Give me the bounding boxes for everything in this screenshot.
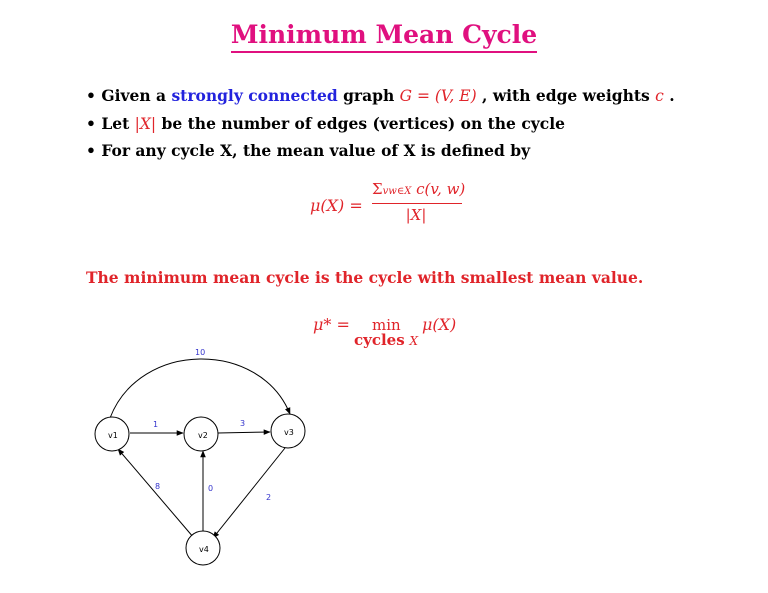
- edge-v3-v4: [213, 448, 285, 538]
- mu-star-lhs-text: μ* =: [313, 315, 350, 334]
- bullet-2-post: be the number of edges (vertices) on the cycle: [161, 114, 565, 133]
- mean-formula-lhs-text: μ(X) =: [310, 196, 363, 215]
- edge-v2-v3: [218, 432, 270, 433]
- bullet-3-text: For any cycle X, the mean value of X is defined by: [101, 141, 531, 160]
- weight-v4-v2: 0: [208, 484, 214, 493]
- weight-v1-v3: 10: [195, 348, 206, 357]
- bullet-1-pre: Given a: [101, 86, 172, 105]
- bullet-1-post: , with edge weights: [476, 86, 656, 105]
- node-label-v4: v4: [199, 545, 209, 554]
- node-label-v1: v1: [108, 431, 118, 440]
- weight-v4-v1: 8: [155, 482, 161, 491]
- minimum-mean-definition: The minimum mean cycle is the cycle with smallest mean value.: [86, 268, 644, 287]
- graph-definition-math: G = (V, E): [399, 87, 477, 105]
- min-operator: min: [372, 316, 401, 334]
- edge-v1-v3: [110, 359, 290, 418]
- bullet-dot: •: [86, 86, 96, 105]
- weight-v1-v2: 1: [153, 420, 159, 429]
- bullet-1-mid: graph: [337, 86, 400, 105]
- strongly-connected-highlight: strongly connected: [171, 86, 338, 105]
- denominator-text: |X|: [405, 206, 427, 224]
- weight-v2-v3: 3: [240, 419, 246, 428]
- node-label-v2: v2: [198, 431, 208, 440]
- edge-weight-symbol: c: [655, 87, 664, 105]
- min-subscript-x: X: [409, 334, 418, 348]
- bullet-dot: •: [86, 114, 96, 133]
- edge-v4-v1: [118, 449, 194, 538]
- min-subscript-cycles: cycles: [354, 331, 405, 349]
- sum-subscript: vw∈X: [382, 186, 412, 197]
- bullet-1-end: .: [663, 86, 675, 105]
- slide-title-text: Minimum Mean Cycle: [231, 20, 537, 53]
- node-label-v3: v3: [284, 428, 294, 437]
- mu-star-rhs-text: μ(X): [422, 315, 457, 334]
- bullet-dot: •: [86, 141, 96, 160]
- cycle-size-math: |X|: [134, 115, 157, 133]
- bullet-2-pre: Let: [101, 114, 135, 133]
- weight-v3-v4: 2: [266, 493, 272, 502]
- edge-cost-term: c(v, w): [411, 180, 466, 198]
- sum-symbol: Σ: [372, 180, 383, 198]
